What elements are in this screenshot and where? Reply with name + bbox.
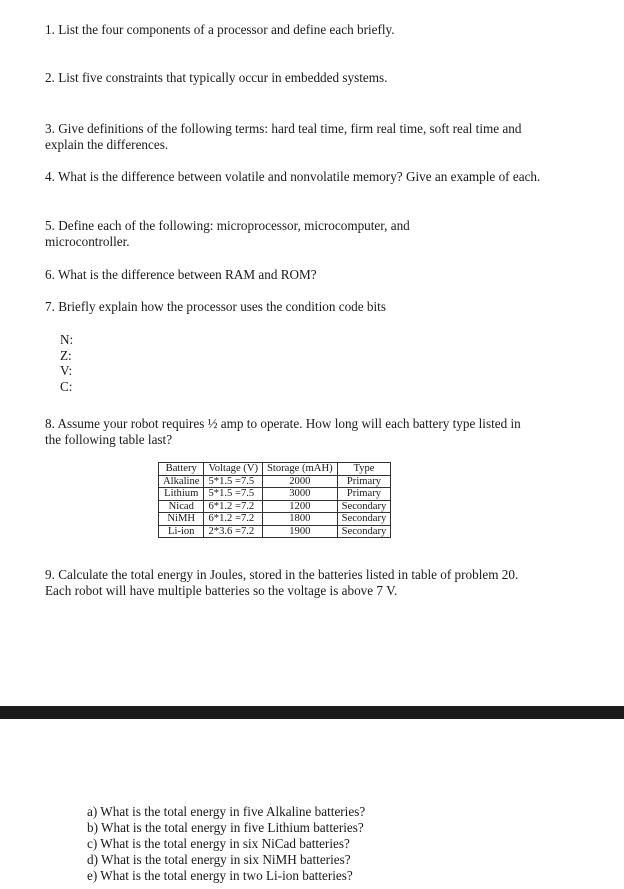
cell-battery: Li-ion bbox=[159, 525, 204, 538]
table-row bbox=[159, 488, 391, 501]
cell-storage: 1800 bbox=[263, 513, 338, 526]
condition-code-z: Z: bbox=[60, 347, 72, 363]
cell-type: Secondary bbox=[337, 513, 391, 526]
cell-voltage: 5*1.5 =7.5 bbox=[204, 488, 263, 501]
question-2: 2. List five constraints that typically occur in embedded systems. bbox=[45, 70, 388, 85]
table-header-row bbox=[159, 463, 391, 476]
cell-battery: Nicad bbox=[159, 500, 204, 513]
cell-storage: 1200 bbox=[263, 500, 338, 513]
question-6: 6. What is the difference between RAM and ROM? bbox=[45, 267, 317, 282]
cell-storage: 2000 bbox=[263, 475, 338, 488]
condition-code-list bbox=[60, 332, 73, 394]
sub-question-a: a) What is the total energy in five Alkaline batteries? bbox=[87, 804, 366, 819]
cell-storage: 3000 bbox=[263, 488, 338, 501]
cell-type: Secondary bbox=[337, 500, 391, 513]
sub-question-c: c) What is the total energy in six NiCad batteries? bbox=[87, 836, 350, 851]
header-type: Type bbox=[337, 463, 391, 476]
cell-voltage: 2*3.6 =7.2 bbox=[204, 525, 263, 538]
question-5: 5. Define each of the following: microprocessor, microcomputer, and microcontroller. bbox=[45, 218, 410, 249]
table-row bbox=[159, 500, 391, 513]
header-battery: Battery bbox=[159, 463, 204, 476]
sub-question-d: d) What is the total energy in six NiMH batteries? bbox=[87, 852, 351, 867]
cell-type: Secondary bbox=[337, 525, 391, 538]
cell-battery: NiMH bbox=[159, 513, 204, 526]
cell-type: Primary bbox=[337, 475, 391, 488]
condition-code-c: C: bbox=[60, 378, 73, 394]
question-1: 1. List the four components of a processor and define each briefly. bbox=[45, 22, 395, 37]
battery-table bbox=[158, 462, 391, 538]
cell-voltage: 6*1.2 =7.2 bbox=[204, 500, 263, 513]
table-row bbox=[159, 513, 391, 526]
cell-storage: 1900 bbox=[263, 525, 338, 538]
question-4: 4. What is the difference between volatile and nonvolatile memory? Give an example of each. bbox=[45, 169, 541, 184]
question-7: 7. Briefly explain how the processor uses the condition code bits bbox=[45, 299, 386, 314]
cell-battery: Lithium bbox=[159, 488, 204, 501]
sub-question-list bbox=[87, 804, 365, 884]
sub-question-e: e) What is the total energy in two Li-ion batteries? bbox=[87, 868, 353, 883]
header-storage: Storage (mAH) bbox=[263, 463, 338, 476]
table-row bbox=[159, 525, 391, 538]
question-9: 9. Calculate the total energy in Joules, stored in the batteries listed in table of problem 20. Each robot will have multiple batteries so the voltage is above 7 V. bbox=[45, 567, 519, 598]
cell-voltage: 6*1.2 =7.2 bbox=[204, 513, 263, 526]
sub-question-b: b) What is the total energy in five Lithium batteries? bbox=[87, 820, 364, 835]
cell-type: Primary bbox=[337, 488, 391, 501]
question-3: 3. Give definitions of the following terms: hard teal time, firm real time, soft real time and explain the differences. bbox=[45, 121, 522, 152]
table-row bbox=[159, 475, 391, 488]
page-divider bbox=[0, 706, 624, 719]
condition-code-v: V: bbox=[60, 363, 73, 378]
cell-voltage: 5*1.5 =7.5 bbox=[204, 475, 263, 488]
header-voltage: Voltage (V) bbox=[204, 463, 263, 476]
cell-battery: Alkaline bbox=[159, 475, 204, 488]
condition-code-n: N: bbox=[60, 332, 74, 347]
question-8: 8. Assume your robot requires ½ amp to operate. How long will each battery type listed in the following table last? bbox=[45, 416, 521, 447]
